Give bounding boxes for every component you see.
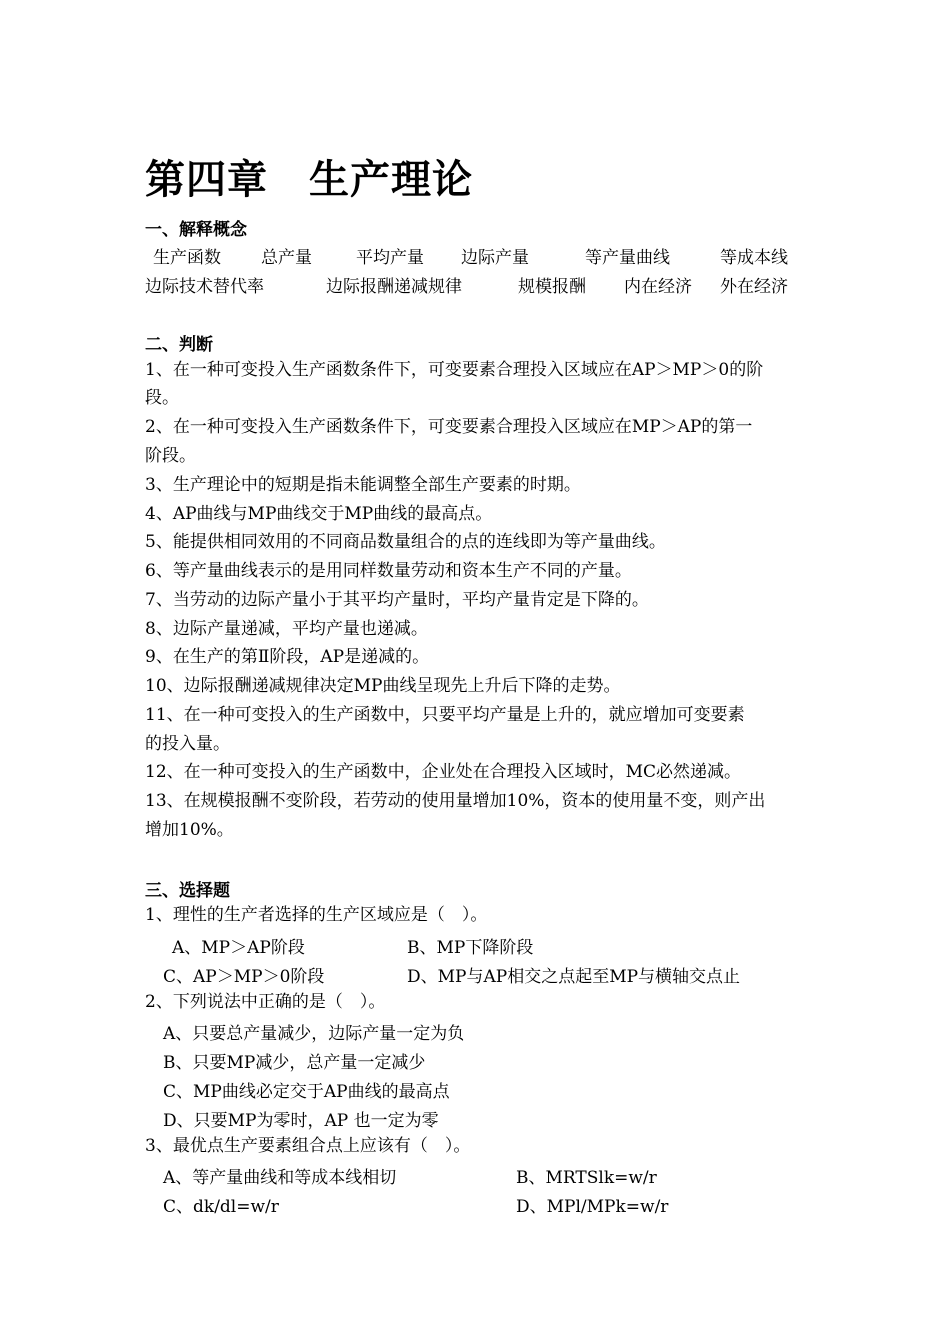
question-3-option-a: A、等产量曲线和等成本线相切 <box>163 1168 397 1188</box>
concept-term: 边际产量 <box>461 248 529 268</box>
judgement-line: 10、边际报酬递减规律决定MP曲线呈现先上升后下降的走势。 <box>145 676 621 696</box>
judgement-line: 2、在一种可变投入生产函数条件下，可变要素合理投入区域应在MP＞AP的第一 <box>145 417 753 437</box>
concept-term: 边际报酬递减规律 <box>326 277 462 297</box>
section-heading-judgement: 二、判断 <box>145 335 213 355</box>
question-2-option-b: B、只要MP减少，总产量一定减少 <box>163 1053 426 1073</box>
section-heading-concepts: 一、解释概念 <box>145 220 247 240</box>
question-3-option-d: D、MPl/MPk=w/r <box>516 1197 669 1217</box>
concept-term: 边际技术替代率 <box>145 277 264 297</box>
judgement-line: 阶段。 <box>145 446 196 466</box>
question-2-option-c: C、MP曲线必定交于AP曲线的最高点 <box>163 1082 450 1102</box>
question-1-option-b: B、MP下降阶段 <box>407 938 534 958</box>
question-2-option-d: D、只要MP为零时，AP 也一定为零 <box>163 1111 439 1131</box>
concept-term: 平均产量 <box>356 248 424 268</box>
concept-term: 等产量曲线 <box>585 248 670 268</box>
judgement-line: 增加10%。 <box>145 820 234 840</box>
judgement-line: 1、在一种可变投入生产函数条件下，可变要素合理投入区域应在AP＞MP＞0的阶 <box>145 360 764 380</box>
question-2-option-a: A、只要总产量减少，边际产量一定为负 <box>163 1024 465 1044</box>
question-3-option-c: C、dk/dl=w/r <box>163 1197 279 1217</box>
judgement-line: 3、生产理论中的短期是指未能调整全部生产要素的时期。 <box>145 475 581 495</box>
concept-term: 等成本线 <box>720 248 788 268</box>
concept-term: 内在经济 <box>624 277 692 297</box>
section-heading-choice: 三、选择题 <box>145 881 230 901</box>
concept-term: 总产量 <box>261 248 312 268</box>
question-1-option-d: D、MP与AP相交之点起至MP与横轴交点止 <box>407 967 741 987</box>
judgement-line: 12、在一种可变投入的生产函数中，企业处在合理投入区域时，MC必然递减。 <box>145 762 742 782</box>
concept-term: 规模报酬 <box>518 277 586 297</box>
judgement-line: 7、当劳动的边际产量小于其平均产量时，平均产量肯定是下降的。 <box>145 590 649 610</box>
judgement-line: 9、在生产的第Ⅱ阶段，AP是递减的。 <box>145 647 430 667</box>
judgement-line: 5、能提供相同效用的不同商品数量组合的点的连线即为等产量曲线。 <box>145 532 666 552</box>
judgement-line: 13、在规模报酬不变阶段，若劳动的使用量增加10%，资本的使用量不变，则产出 <box>145 791 766 811</box>
question-1-stem: 1、理性的生产者选择的生产区域应是（ ）。 <box>145 905 488 925</box>
judgement-line: 8、边际产量递减，平均产量也递减。 <box>145 619 428 639</box>
question-1-option-c: C、AP＞MP＞0阶段 <box>163 967 325 987</box>
concept-term: 生产函数 <box>153 248 221 268</box>
question-3-stem: 3、最优点生产要素组合点上应该有（ ）。 <box>145 1136 471 1156</box>
judgement-line: 段。 <box>145 388 179 408</box>
question-1-option-a: A、MP＞AP阶段 <box>172 938 305 958</box>
chapter-title: 第四章 生产理论 <box>145 156 473 203</box>
judgement-line: 6、等产量曲线表示的是用同样数量劳动和资本生产不同的产量。 <box>145 561 632 581</box>
concept-term: 外在经济 <box>720 277 788 297</box>
judgement-line: 11、在一种可变投入的生产函数中，只要平均产量是上升的，就应增加可变要素 <box>145 705 745 725</box>
judgement-line: 4、AP曲线与MP曲线交于MP曲线的最高点。 <box>145 504 493 524</box>
question-2-stem: 2、下列说法中正确的是（ ）。 <box>145 992 386 1012</box>
question-3-option-b: B、MRTSlk=w/r <box>516 1168 657 1188</box>
judgement-line: 的投入量。 <box>145 734 230 754</box>
